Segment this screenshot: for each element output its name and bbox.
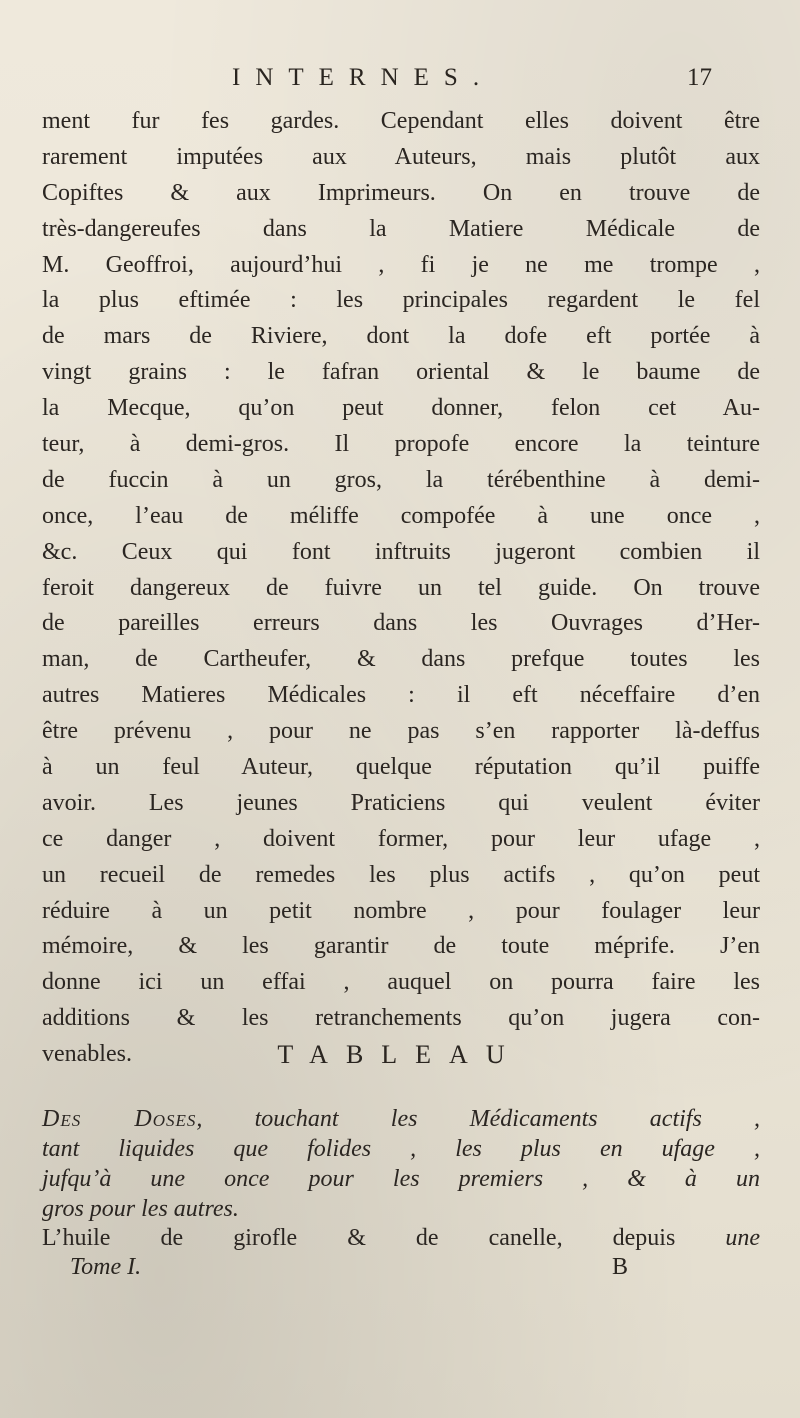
text-line: la Mecque, qu’on peut donner, felon cet Au- [42,395,760,422]
text-line: rarement imputées aux Auteurs, mais plutôt aux [42,143,760,170]
subtitle-lead: Des Doses [42,1106,197,1132]
text-line: ment fur fes gardes. Cependant elles doivent être [42,108,760,134]
text-line: teur, à demi-gros. Il propofe encore la teinture [42,431,760,458]
text-line: de mars de Riviere, dont la dofe eft portée à [42,323,760,350]
closing-line [42,1223,760,1253]
running-head: INTERNES. [232,64,495,91]
volume-label: Tome I. [70,1254,142,1280]
text-line: réduire à un petit nombre , pour foulager leur [42,897,760,924]
text-line: feroit dangereux de fuivre un tel guide. On trouve [42,574,760,601]
page-header [232,64,712,104]
subtitle-line: gros pour les autres. [42,1196,239,1222]
text-line: additions & les retranchements qu’on jugera con- [42,1005,760,1032]
text-line [42,1223,760,1253]
text-line: man, de Cartheufer, & dans prefque toutes les [42,646,760,673]
body-paragraph [42,104,760,1073]
subtitle-line: tant liquides que folides , les plus en ufage , [42,1136,760,1162]
text-line: de fuccin à un gros, la térébenthine à demi- [42,466,760,493]
text-line: très-dangereufes dans la Matiere Médicale de [42,215,760,242]
text-line: avoir. Les jeunes Praticiens qui veulent éviter [42,789,760,816]
section-subtitle [42,1104,760,1224]
closing-text: L’huile de girofle & de canelle, depuis [42,1225,726,1251]
text-line: M. Geoffroi, aujourd’hui , fi je ne me trompe , [42,251,760,278]
text-line: à un feul Auteur, quelque réputation qu’il puiffe [42,754,760,781]
text-line: mémoire, & les garantir de toute méprife. J’en [42,933,760,960]
page-footer [70,1254,760,1284]
text-line: &c. Ceux qui font inftruits jugeront combien il [42,538,760,565]
text-line: venables. [42,1041,132,1068]
text-line: la plus eftimée : les principales regardent le fel [42,287,760,314]
text-line: Copiftes & aux Imprimeurs. On en trouve de [42,179,760,206]
text-line: ce danger , doivent former, pour leur ufage , [42,825,760,852]
page-number: 17 [687,64,712,91]
section-title: TABLEAU [277,1040,523,1069]
text-line: donne ici un effai , auquel on pourra faire les [42,969,760,996]
subtitle-line [42,1104,760,1134]
signature-mark: B [612,1254,629,1280]
subtitle-text: , touchant les Médicaments actifs , [196,1106,760,1132]
text-line: vingt grains : le fafran oriental & le baume de [42,359,760,386]
text-line: once, l’eau de méliffe compofée à une once , [42,502,760,529]
text-line: de pareilles erreurs dans les Ouvrages d’Her- [42,610,760,637]
subtitle-line: jufqu’à une once pour les premiers , & à un [42,1166,760,1192]
closing-italic: une [725,1225,760,1251]
text-line: autres Matieres Médicales : il eft néceffaire d’en [42,682,760,709]
text-line: un recueil de remedes les plus actifs , qu’on peut [42,861,760,888]
text-line: être prévenu , pour ne pas s’en rapporter là-deffus [42,718,760,745]
